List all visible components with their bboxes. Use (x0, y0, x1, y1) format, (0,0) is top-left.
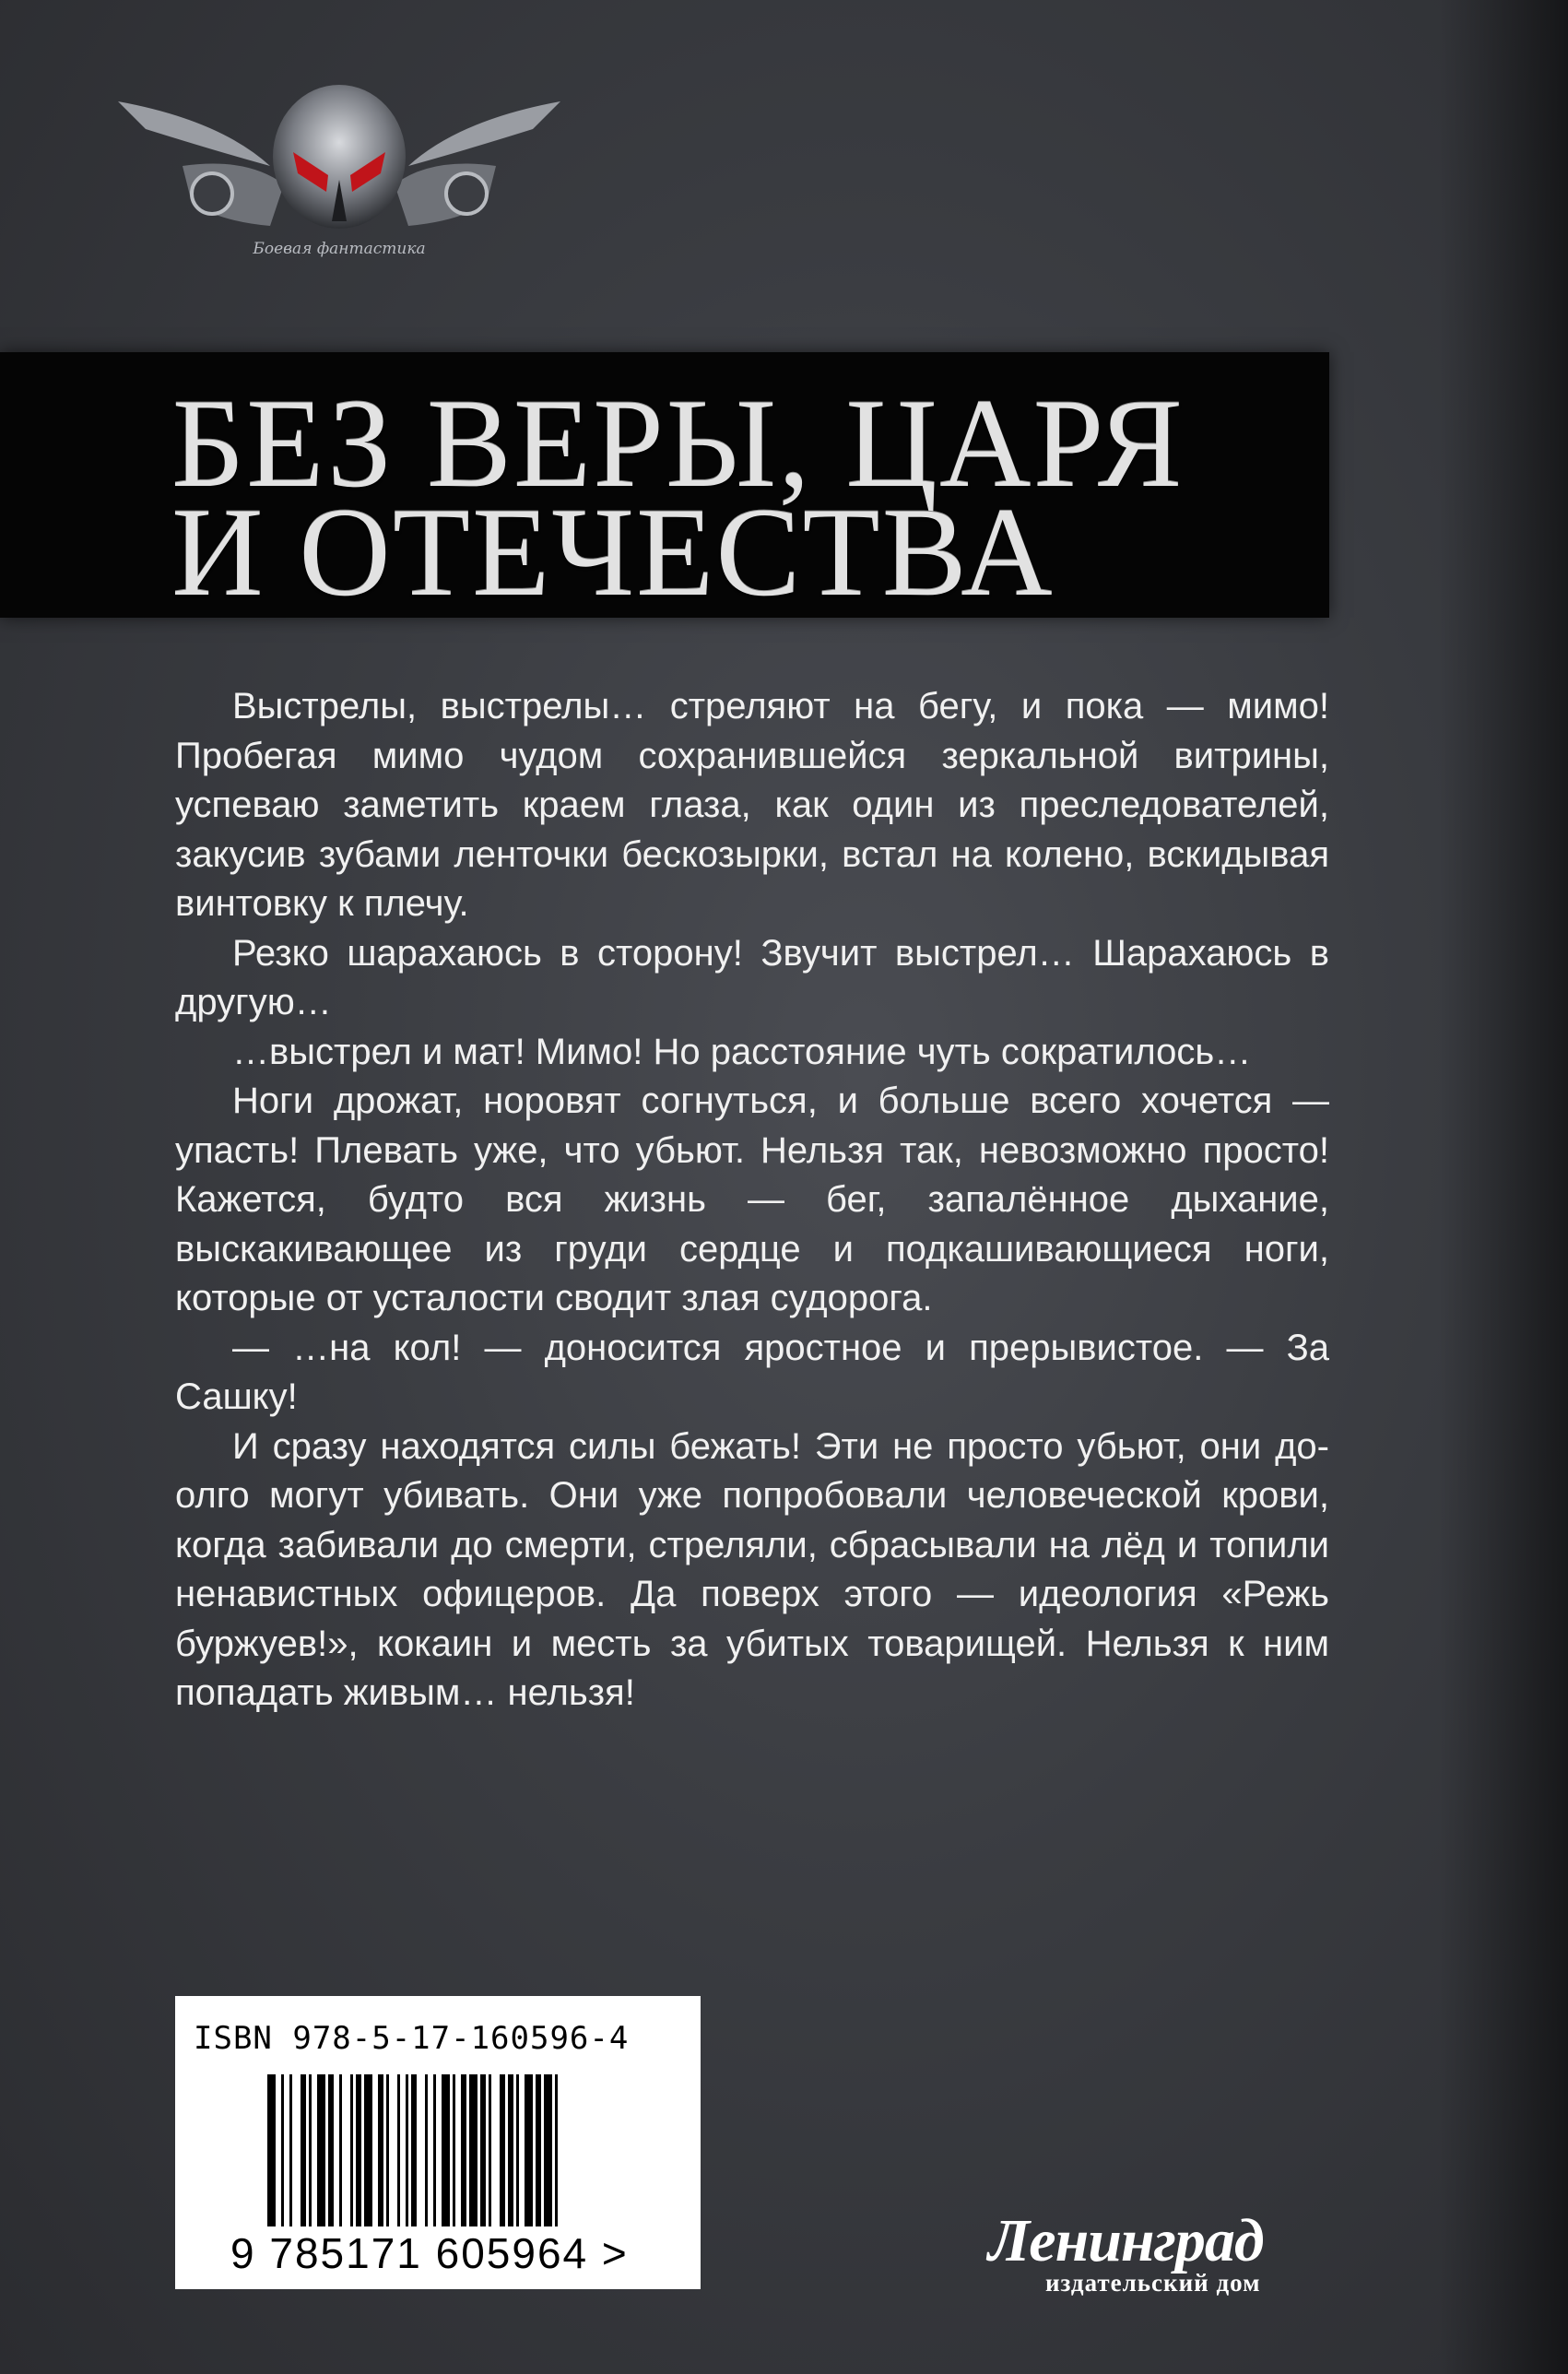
blurb-paragraph: Ноги дрожат, норовят согнуться, и больше всего хочется — упасть! Плевать уже, что убьют. Нельзя так, невозможно просто! Кажется, будто вся жизнь — бег, запалённое дыхание, выскакивающее из груди сердце и подкашивающиеся ноги, которые от усталости сводит злая судорога. (175, 1081, 1329, 1318)
barcode-bar (350, 2074, 353, 2226)
barcode-digits: 9 785171 605964 > (230, 2229, 629, 2277)
barcode-bar (406, 2074, 408, 2226)
barcode-bar (397, 2074, 400, 2226)
barcode-bar (378, 2074, 383, 2226)
barcode-icon (267, 2074, 673, 2226)
barcode-bar (281, 2074, 284, 2226)
barcode-bar (555, 2074, 558, 2226)
barcode-bar (525, 2074, 533, 2226)
barcode-bar (461, 2074, 466, 2226)
blurb-paragraph: И сразу находятся силы бежать! Эти не просто убьют, они до-олго могут убивать. Они уже попробовали человеческой крови, когда забивали до смерти, стреляли, сбрасывали на лёд и топили ненавистных офицеров. Да поверх этого — идеология «Режь буржуев!», кокаин и месть за убитых товарищей. Нельзя к ним попадать живым… нельзя! (175, 1425, 1329, 1713)
blurb-paragraph: Резко шарахаюсь в сторону! Звучит выстрел… Шарахаюсь в другую… (175, 932, 1329, 1022)
barcode-bar (339, 2074, 342, 2226)
barcode-bar (433, 2074, 436, 2226)
blurb-text (175, 682, 1329, 1718)
barcode-bar (469, 2074, 477, 2226)
barcode-bar (425, 2074, 428, 2226)
barcode-bar (544, 2074, 552, 2226)
barcode-bar (453, 2074, 455, 2226)
publisher-logo (988, 2206, 1348, 2308)
series-emblem (109, 65, 570, 304)
barcode-bar (328, 2074, 334, 2226)
series-caption: Боевая фантастика (253, 240, 426, 258)
barcode-bar (489, 2074, 491, 2226)
publisher-subtitle: издательский дом (1045, 2269, 1261, 2297)
spine-shadow (1439, 0, 1568, 2374)
barcode-bar (289, 2074, 292, 2226)
isbn-barcode (175, 1996, 701, 2289)
barcode-bar (267, 2074, 276, 2226)
blurb-paragraph: — …на кол! — доносится яростное и прерывистое. — За Сашку! (175, 1327, 1329, 1417)
barcode-bar (536, 2074, 541, 2226)
publisher-name: Ленинград (988, 2207, 1264, 2274)
barcode-bar (411, 2074, 417, 2226)
book-title-line-2: И ОТЕЧЕСТВА (171, 481, 1055, 622)
barcode-bar (516, 2074, 519, 2226)
skull-emblem-icon (109, 65, 570, 249)
barcode-bar (309, 2074, 312, 2226)
barcode-bar (500, 2074, 505, 2226)
blurb-paragraph: …выстрел и мат! Мимо! Но расстояние чуть сократилось… (232, 1031, 1252, 1072)
blurb-paragraph: Выстрелы, выстрелы… стреляют на бегу, и пока — мимо! Пробегая мимо чудом сохранившейся зеркальной витрины, успеваю заметить краем глаза, как один из преследователей, закусив зубами ленточки бескозырки, встал на колено, вскидывая винтовку к плечу. (175, 686, 1329, 924)
barcode-bar (301, 2074, 306, 2226)
barcode-bar (317, 2074, 325, 2226)
barcode-bar (364, 2074, 372, 2226)
barcode-bar (386, 2074, 389, 2226)
isbn-label: ISBN 978-5-17-160596-4 (194, 2020, 630, 2057)
book-title-line-1: БЕЗ ВЕРЫ, ЦАРЯ (171, 372, 1185, 514)
barcode-bar (356, 2074, 361, 2226)
barcode-bar (442, 2074, 450, 2226)
barcode-bar (480, 2074, 486, 2226)
barcode-bar (508, 2074, 513, 2226)
